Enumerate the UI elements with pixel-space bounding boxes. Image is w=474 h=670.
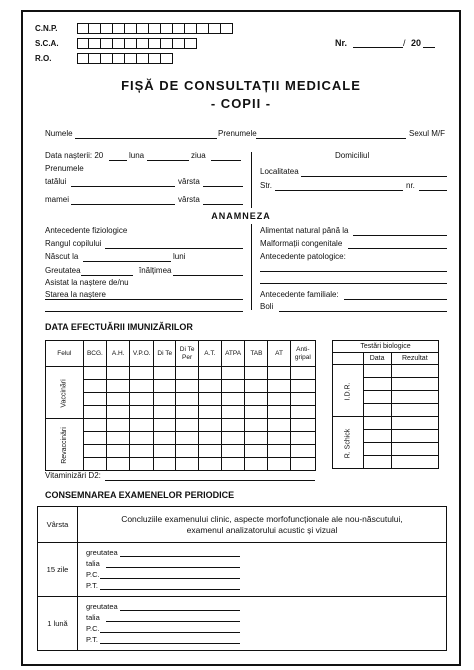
boli-label: Boli (260, 302, 274, 311)
patologice-field-1[interactable] (260, 271, 447, 272)
testari-col-rezultat: Rezultat (391, 353, 438, 365)
exam-row-15-zile (38, 543, 447, 597)
cnp-boxes[interactable] (77, 23, 233, 34)
familiale-field[interactable] (344, 299, 447, 300)
col-tab: TAB (245, 341, 268, 367)
varsta-mama-label: vârsta (178, 195, 200, 204)
tatalui-field[interactable] (71, 186, 175, 187)
nascut-label: Născut la (45, 252, 79, 261)
exam1-talia[interactable]: talia (86, 558, 438, 569)
col-varsta: Vârsta (38, 507, 78, 543)
prenumele-field[interactable] (256, 138, 406, 139)
starea-label: Starea la naștere (45, 290, 106, 299)
nr-year-field[interactable] (423, 47, 435, 48)
ro-boxes[interactable] (77, 53, 173, 64)
luna-field[interactable] (147, 160, 189, 161)
starea-field-2[interactable] (45, 311, 243, 312)
rangul-field[interactable] (105, 248, 243, 249)
ziua-label: ziua (191, 151, 206, 160)
imunizari-table (45, 340, 316, 471)
col-at2: AT (268, 341, 290, 367)
varsta-mama-field[interactable] (203, 204, 243, 205)
cnp-label: C.N.P. (35, 24, 58, 33)
col-atpa: ATPA (221, 341, 245, 367)
col-vpo: V.P.O. (130, 341, 154, 367)
col-felul: Felul (46, 341, 84, 367)
malformatii-label: Malformații congenitale (260, 239, 343, 248)
testari-title: Testări biologice (333, 341, 439, 353)
identity-divider (251, 152, 252, 208)
numele-field[interactable] (75, 138, 217, 139)
antecedente-familiale-label: Antecedente familiale: (260, 290, 339, 299)
form-subtitle: - COPII - (210, 96, 272, 111)
anamneza-divider (251, 224, 252, 310)
nr-slash: / (403, 38, 406, 48)
exam1-pc[interactable]: P.C. (86, 569, 438, 580)
examene-table (37, 506, 447, 651)
nascut-field[interactable] (83, 261, 171, 262)
rangul-label: Rangul copilului (45, 239, 102, 248)
exam2-pt[interactable]: P.T. (86, 634, 438, 645)
antecedente-fiziologice-label: Antecedente fiziologice (45, 226, 128, 235)
col-dite: Di Te (154, 341, 176, 367)
prenumele-label: Prenumele (218, 129, 257, 138)
strada-label: Str. (260, 181, 273, 190)
exam1-pt[interactable]: P.T. (86, 580, 438, 591)
varsta-tata-field[interactable] (203, 186, 243, 187)
col-ah: A.H. (107, 341, 130, 367)
testari-col-data: Data (363, 353, 391, 365)
luni-label: luni (173, 252, 186, 261)
col-bcg: BCG. (83, 341, 107, 367)
vaccinari-label: Vaccinări (60, 379, 68, 408)
revaccinari-label: Revaccinări (60, 427, 68, 464)
medical-form-page (21, 10, 461, 666)
inaltimea-label: înălțimea (139, 266, 172, 275)
varsta-tata-label: vârsta (178, 177, 200, 186)
col-at: A.T. (198, 341, 221, 367)
form-title: FIȘĂ DE CONSULTAȚII MEDICALE (121, 78, 361, 93)
numar-label: nr. (406, 181, 415, 190)
exam-row-1-luna (38, 597, 447, 651)
nr-year: 20 (411, 38, 422, 48)
idr-label: I.D.R. (344, 382, 352, 401)
luna-label: luna (129, 151, 145, 160)
age-15-zile: 15 zile (38, 543, 78, 597)
strada-field[interactable] (275, 190, 403, 191)
mamei-label: mamei (45, 195, 70, 204)
malformatii-field[interactable] (348, 248, 447, 249)
alimentat-field[interactable] (353, 235, 447, 236)
col-antigripal: Anti-gripal (290, 341, 315, 367)
inaltimea-field[interactable] (173, 275, 243, 276)
nr-label: Nr. (335, 38, 348, 48)
exam2-pc[interactable]: P.C. (86, 623, 438, 634)
an-field[interactable] (109, 160, 127, 161)
localitatea-label: Localitatea (260, 167, 299, 176)
ziua-field[interactable] (211, 160, 241, 161)
exam2-greutatea[interactable]: greutatea (86, 601, 438, 612)
tatalui-label: tatălui (45, 177, 67, 186)
testari-table (332, 340, 439, 469)
numar-field[interactable] (419, 190, 447, 191)
exam1-greutatea[interactable]: greutatea (86, 547, 438, 558)
sca-label: S.C.A. (35, 39, 59, 48)
localitatea-field[interactable] (301, 176, 447, 177)
examene-title: CONSEMNAREA EXAMENELOR PERIODICE (45, 490, 235, 500)
ro-label: R.O. (35, 54, 52, 63)
greutatea-label: Greutatea (45, 266, 81, 275)
schick-label: R. Schick (344, 428, 352, 459)
vitaminizari-field[interactable] (105, 480, 315, 481)
exam2-talia[interactable]: talia (86, 612, 438, 623)
col-diteper: Di Te Per (176, 341, 199, 367)
prenumele-parinti-label: Prenumele (45, 164, 84, 173)
asistat-label: Asistat la naștere de/nu (45, 278, 129, 287)
sca-boxes[interactable] (77, 38, 197, 49)
imunizari-title: DATA EFECTUĂRII IMUNIZĂRILOR (45, 322, 193, 332)
sexul-label: Sexul M/F (409, 129, 446, 138)
vitaminizari-label: Vitaminizări D2: (45, 471, 101, 480)
boli-field[interactable] (279, 311, 447, 312)
col-concluzii: Concluziile examenului clinic, aspecte morfofuncționale ale nou-născutului, examenul analizatorului acustic și vizual (78, 507, 447, 543)
data-nasterii-label: Data nașterii: 20 (45, 151, 104, 160)
antecedente-patologice-label: Antecedente patologice: (260, 252, 346, 261)
nr-field[interactable] (353, 47, 403, 48)
numele-label: Numele (45, 129, 73, 138)
starea-field[interactable] (103, 299, 243, 300)
greutatea-field[interactable] (81, 275, 133, 276)
mamei-field[interactable] (71, 204, 175, 205)
domiciliul-label: Domiciliul (335, 151, 370, 160)
patologice-field-2[interactable] (260, 283, 447, 284)
age-1-luna: 1 lună (38, 597, 78, 651)
alimentat-label: Alimentat natural până la (260, 226, 349, 235)
revaccinari-row (46, 419, 316, 432)
vaccinari-row (46, 367, 316, 380)
anamneza-title: ANAMNEZA (211, 211, 271, 221)
